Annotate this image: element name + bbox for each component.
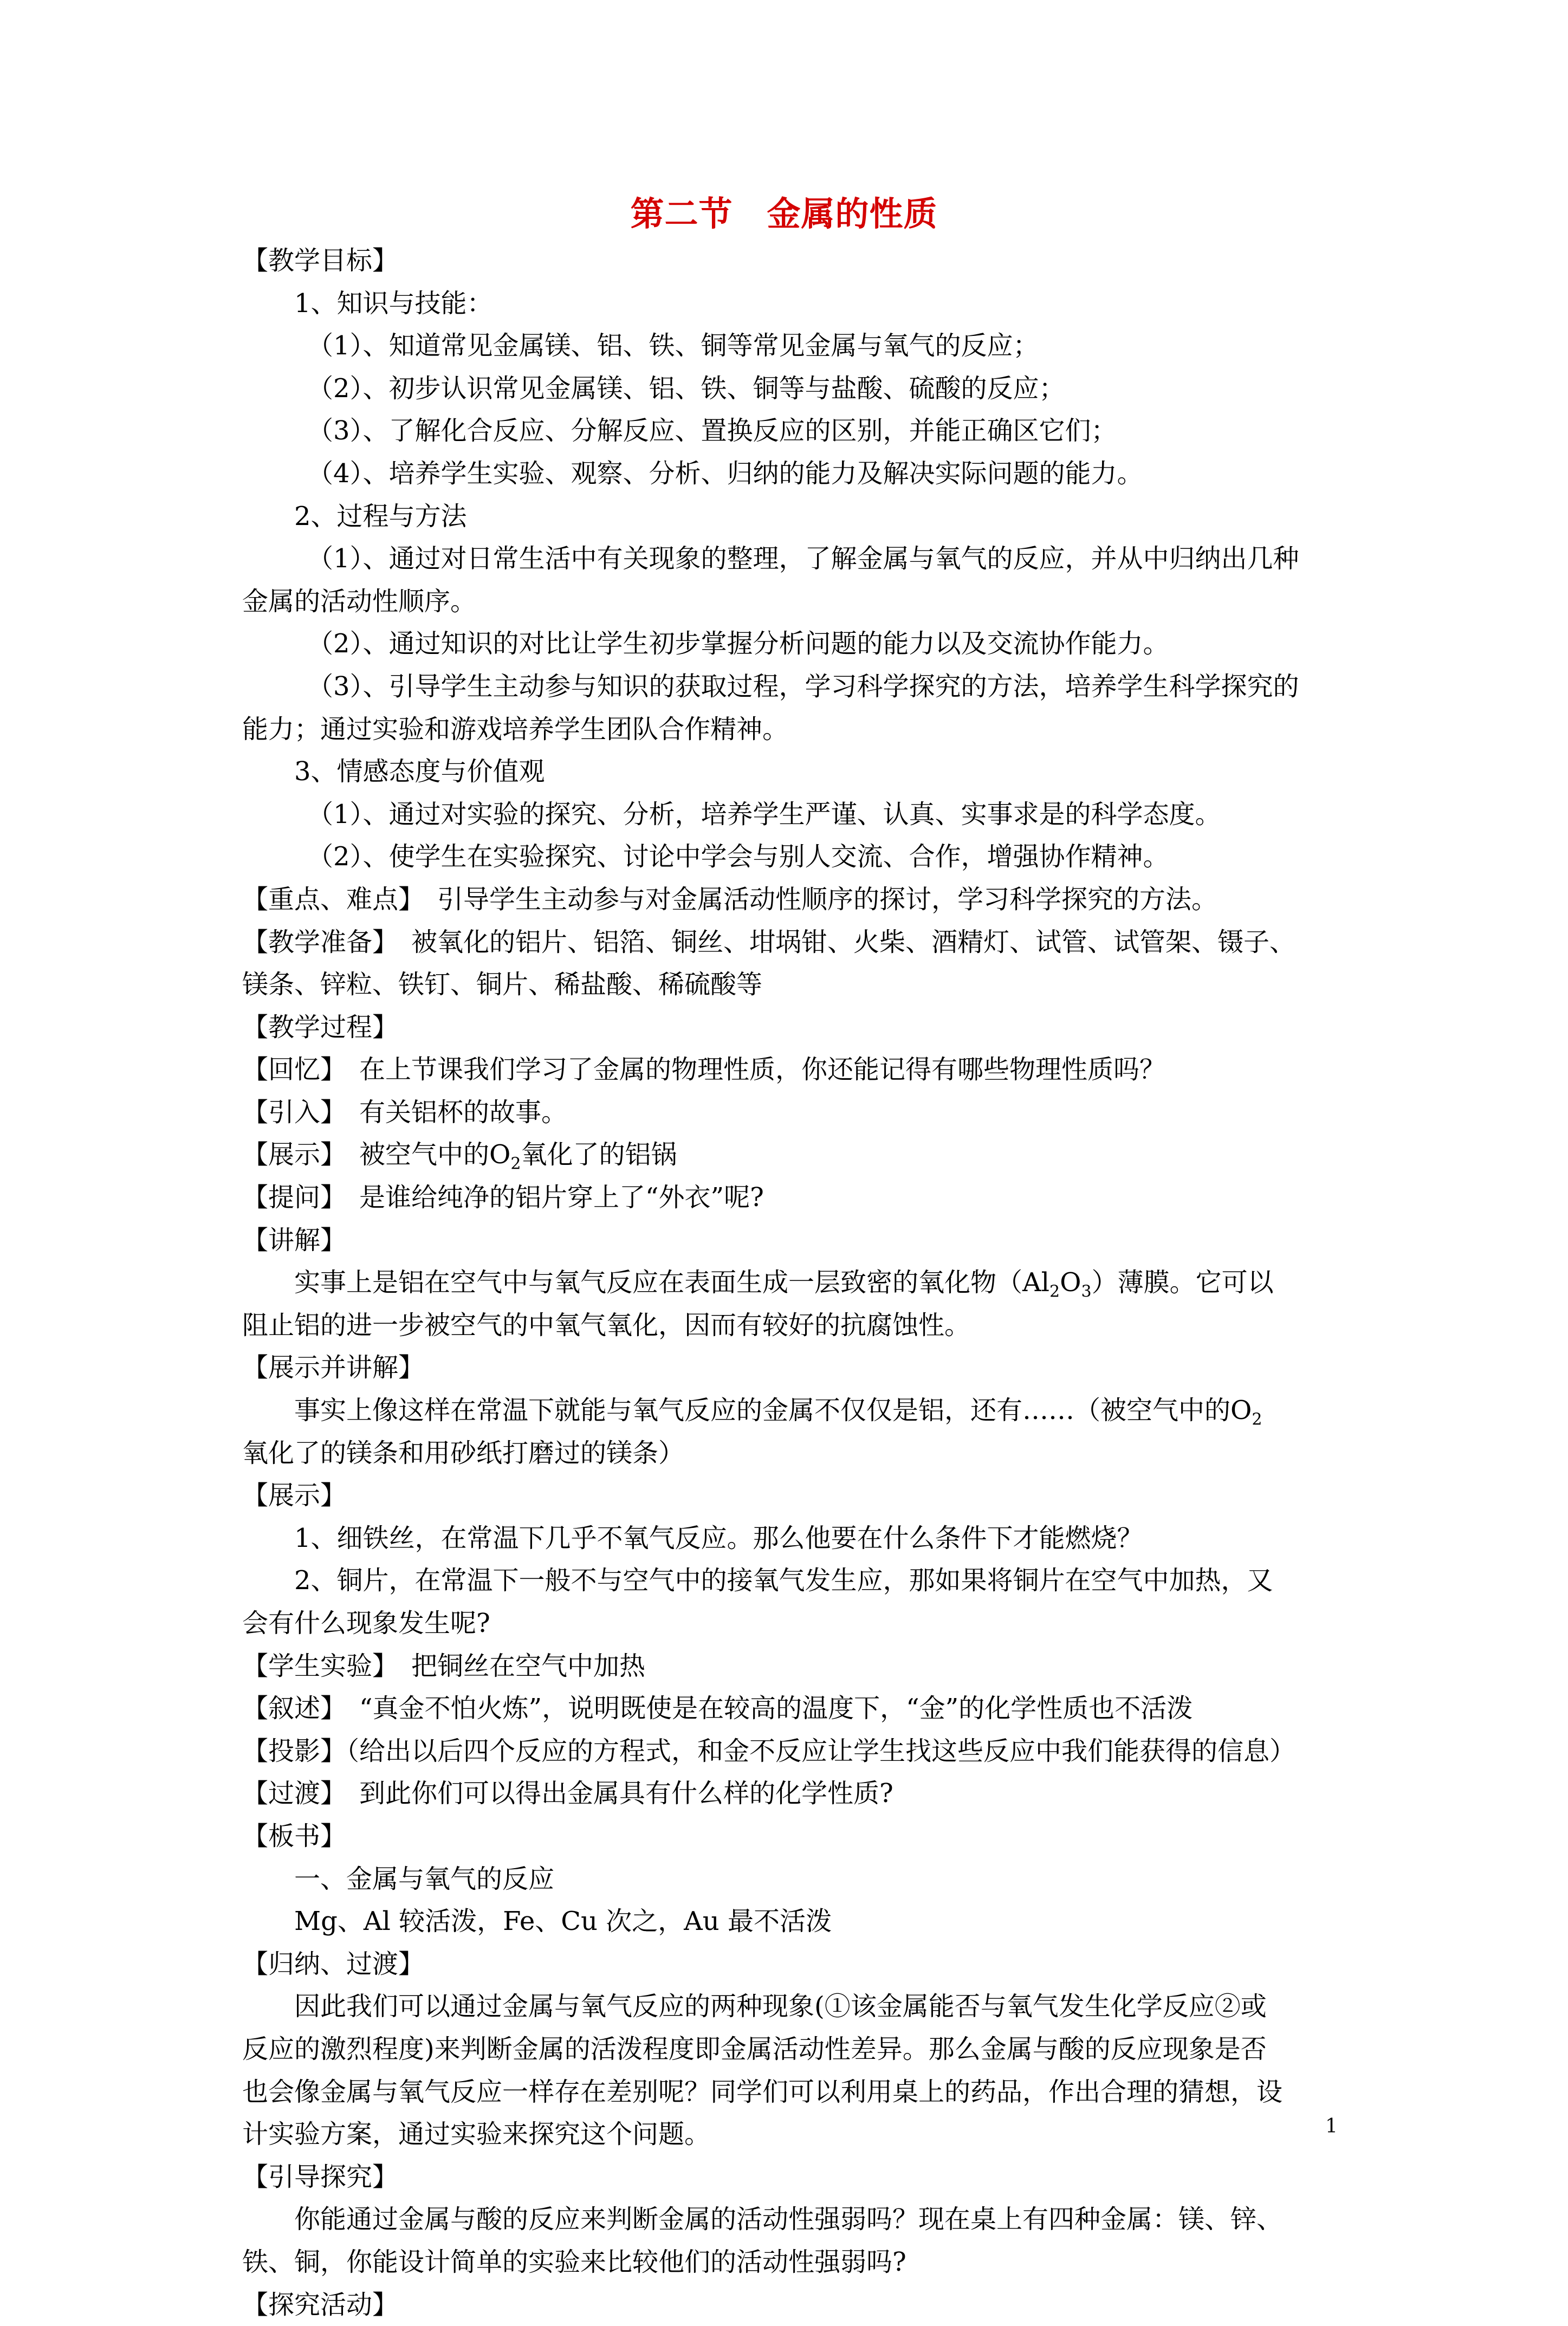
formula-fragment: O: [1060, 1267, 1081, 1298]
text-line: 金属的活动性顺序。: [242, 580, 1329, 623]
text-line: 你能通过金属与酸的反应来判断金属的活动性强弱吗？现在桌上有四种金属：镁、锌、: [242, 2198, 1329, 2241]
text-fragment: 事实上像这样在常温下就能与氧气反应的金属不仅仅是铝，还有……（被空气中的: [294, 1395, 1230, 1426]
text-line: 氧化了的镁条和用砂纸打磨过的镁条）: [242, 1432, 1329, 1475]
text-line: 【投影】（给出以后四个反应的方程式，和金不反应让学生找这些反应中我们能获得的信息）: [242, 1730, 1329, 1773]
text-line: 【教学准备】 被氧化的铝片、铝箔、铜丝、坩埚钳、火柴、酒精灯、试管、试管架、镊子、: [242, 921, 1329, 964]
section-heading: 【教学目标】: [242, 239, 1329, 282]
text-line: 2、铜片，在常温下一般不与空气中的接氧气发生应，那如果将铜片在空气中加热，又: [242, 1559, 1329, 1602]
text-line: 能力；通过实验和游戏培养学生团队合作精神。: [242, 708, 1329, 751]
text-line: 【过渡】 到此你们可以得出金属具有什么样的化学性质?: [242, 1772, 1329, 1815]
text-line: 会有什么现象发生呢?: [242, 1602, 1329, 1645]
text-line: Mg、Al 较活泼，Fe、Cu 次之，Au 最不活泼: [242, 1900, 1329, 1943]
text-line: 一、金属与氧气的反应: [242, 1858, 1329, 1901]
text-line: 【引导探究】: [242, 2156, 1329, 2199]
text-line: （1）、通过对实验的探究、分析，培养学生严谨、认真、实事求是的科学态度。: [242, 793, 1329, 836]
text-line: （2）、使学生在实验探究、讨论中学会与别人交流、合作，增强协作精神。: [242, 835, 1329, 878]
text-fragment: ）薄膜。它可以: [1092, 1267, 1274, 1298]
subscript: 2: [1049, 1282, 1060, 1301]
text-line: 【学生实验】 把铜丝在空气中加热: [242, 1645, 1329, 1688]
text-line: 阻止铝的进一步被空气的中氧气氧化，因而有较好的抗腐蚀性。: [242, 1304, 1329, 1347]
text-line: 【归纳、过渡】: [242, 1943, 1329, 1986]
subscript: 3: [1081, 1282, 1091, 1301]
formula-fragment: O: [1230, 1395, 1252, 1426]
text-line: （4）、培养学生实验、观察、分析、归纳的能力及解决实际问题的能力。: [242, 452, 1329, 495]
subscript: 2: [510, 1155, 521, 1174]
text-line: 【展示并讲解】: [242, 1346, 1329, 1389]
text-line: （3）、引导学生主动参与知识的获取过程，学习科学探究的方法，培养学生科学探究的: [242, 665, 1329, 708]
section-heading: 【教学过程】: [242, 1006, 1329, 1049]
text-line: [242, 1389, 1329, 1432]
text-line: 3、情感态度与价值观: [242, 750, 1329, 793]
text-line: （1）、知道常见金属镁、铝、铁、铜等常见金属与氧气的反应；: [242, 325, 1329, 367]
text-line: 2、过程与方法: [242, 495, 1329, 538]
text-fragment: 实事上是铝在空气中与氧气反应在表面生成一层致密的氧化物（Al: [294, 1267, 1049, 1298]
text-line: （2）、初步认识常见金属镁、铝、铁、铜等与盐酸、硫酸的反应；: [242, 367, 1329, 410]
text-line: [242, 1133, 1329, 1176]
text-line: 镁条、锌粒、铁钉、铜片、稀盐酸、稀硫酸等: [242, 963, 1329, 1006]
text-line: 【回忆】 在上节课我们学习了金属的物理性质，你还能记得有哪些物理性质吗？: [242, 1048, 1329, 1091]
formula-fragment: O: [489, 1139, 510, 1170]
text-line: 计实验方案，通过实验来探究这个问题。: [242, 2113, 1329, 2156]
text-line: 【重点、难点】 引导学生主动参与对金属活动性顺序的探讨，学习科学探究的方法。: [242, 878, 1329, 921]
page-number: 1: [1325, 2116, 1338, 2137]
text-line: 【板书】: [242, 1815, 1329, 1858]
text-fragment: 氧化了的铝锅: [521, 1139, 677, 1170]
text-fragment: 【展示】 被空气中的: [242, 1139, 489, 1170]
text-line: [242, 1261, 1329, 1304]
document-body: [242, 239, 1329, 2326]
subscript: 2: [1252, 1410, 1262, 1429]
page-title: 第二节 金属的性质: [0, 192, 1568, 236]
text-line: 铁、铜，你能设计简单的实验来比较他们的活动性强弱吗?: [242, 2241, 1329, 2284]
text-line: 【展示】: [242, 1474, 1329, 1517]
text-line: （3）、了解化合反应、分解反应、置换反应的区别，并能正确区它们；: [242, 410, 1329, 452]
text-line: 【讲解】: [242, 1219, 1329, 1262]
text-line: 1、细铁丝，在常温下几乎不氧气反应。那么他要在什么条件下才能燃烧？: [242, 1517, 1329, 1560]
text-line: 1、知识与技能：: [242, 282, 1329, 325]
text-line: 【探究活动】: [242, 2284, 1329, 2326]
text-line: 因此我们可以通过金属与氧气反应的两种现象(①该金属能否与氧气发生化学反应②或: [242, 1985, 1329, 2028]
text-line: 反应的激烈程度)来判断金属的活泼程度即金属活动性差异。那么金属与酸的反应现象是否: [242, 2028, 1329, 2071]
text-line: （2）、通过知识的对比让学生初步掌握分析问题的能力以及交流协作能力。: [242, 623, 1329, 665]
text-line: 【引入】 有关铝杯的故事。: [242, 1091, 1329, 1134]
text-line: （1）、通过对日常生活中有关现象的整理，了解金属与氧气的反应，并从中归纳出几种: [242, 537, 1329, 580]
text-line: 【提问】 是谁给纯净的铝片穿上了“外衣”呢?: [242, 1176, 1329, 1219]
text-line: 也会像金属与氧气反应一样存在差别呢？同学们可以利用桌上的药品，作出合理的猜想，设: [242, 2071, 1329, 2114]
text-line: 【叙述】 “真金不怕火炼”，说明既使是在较高的温度下，“金”的化学性质也不活泼: [242, 1687, 1329, 1730]
